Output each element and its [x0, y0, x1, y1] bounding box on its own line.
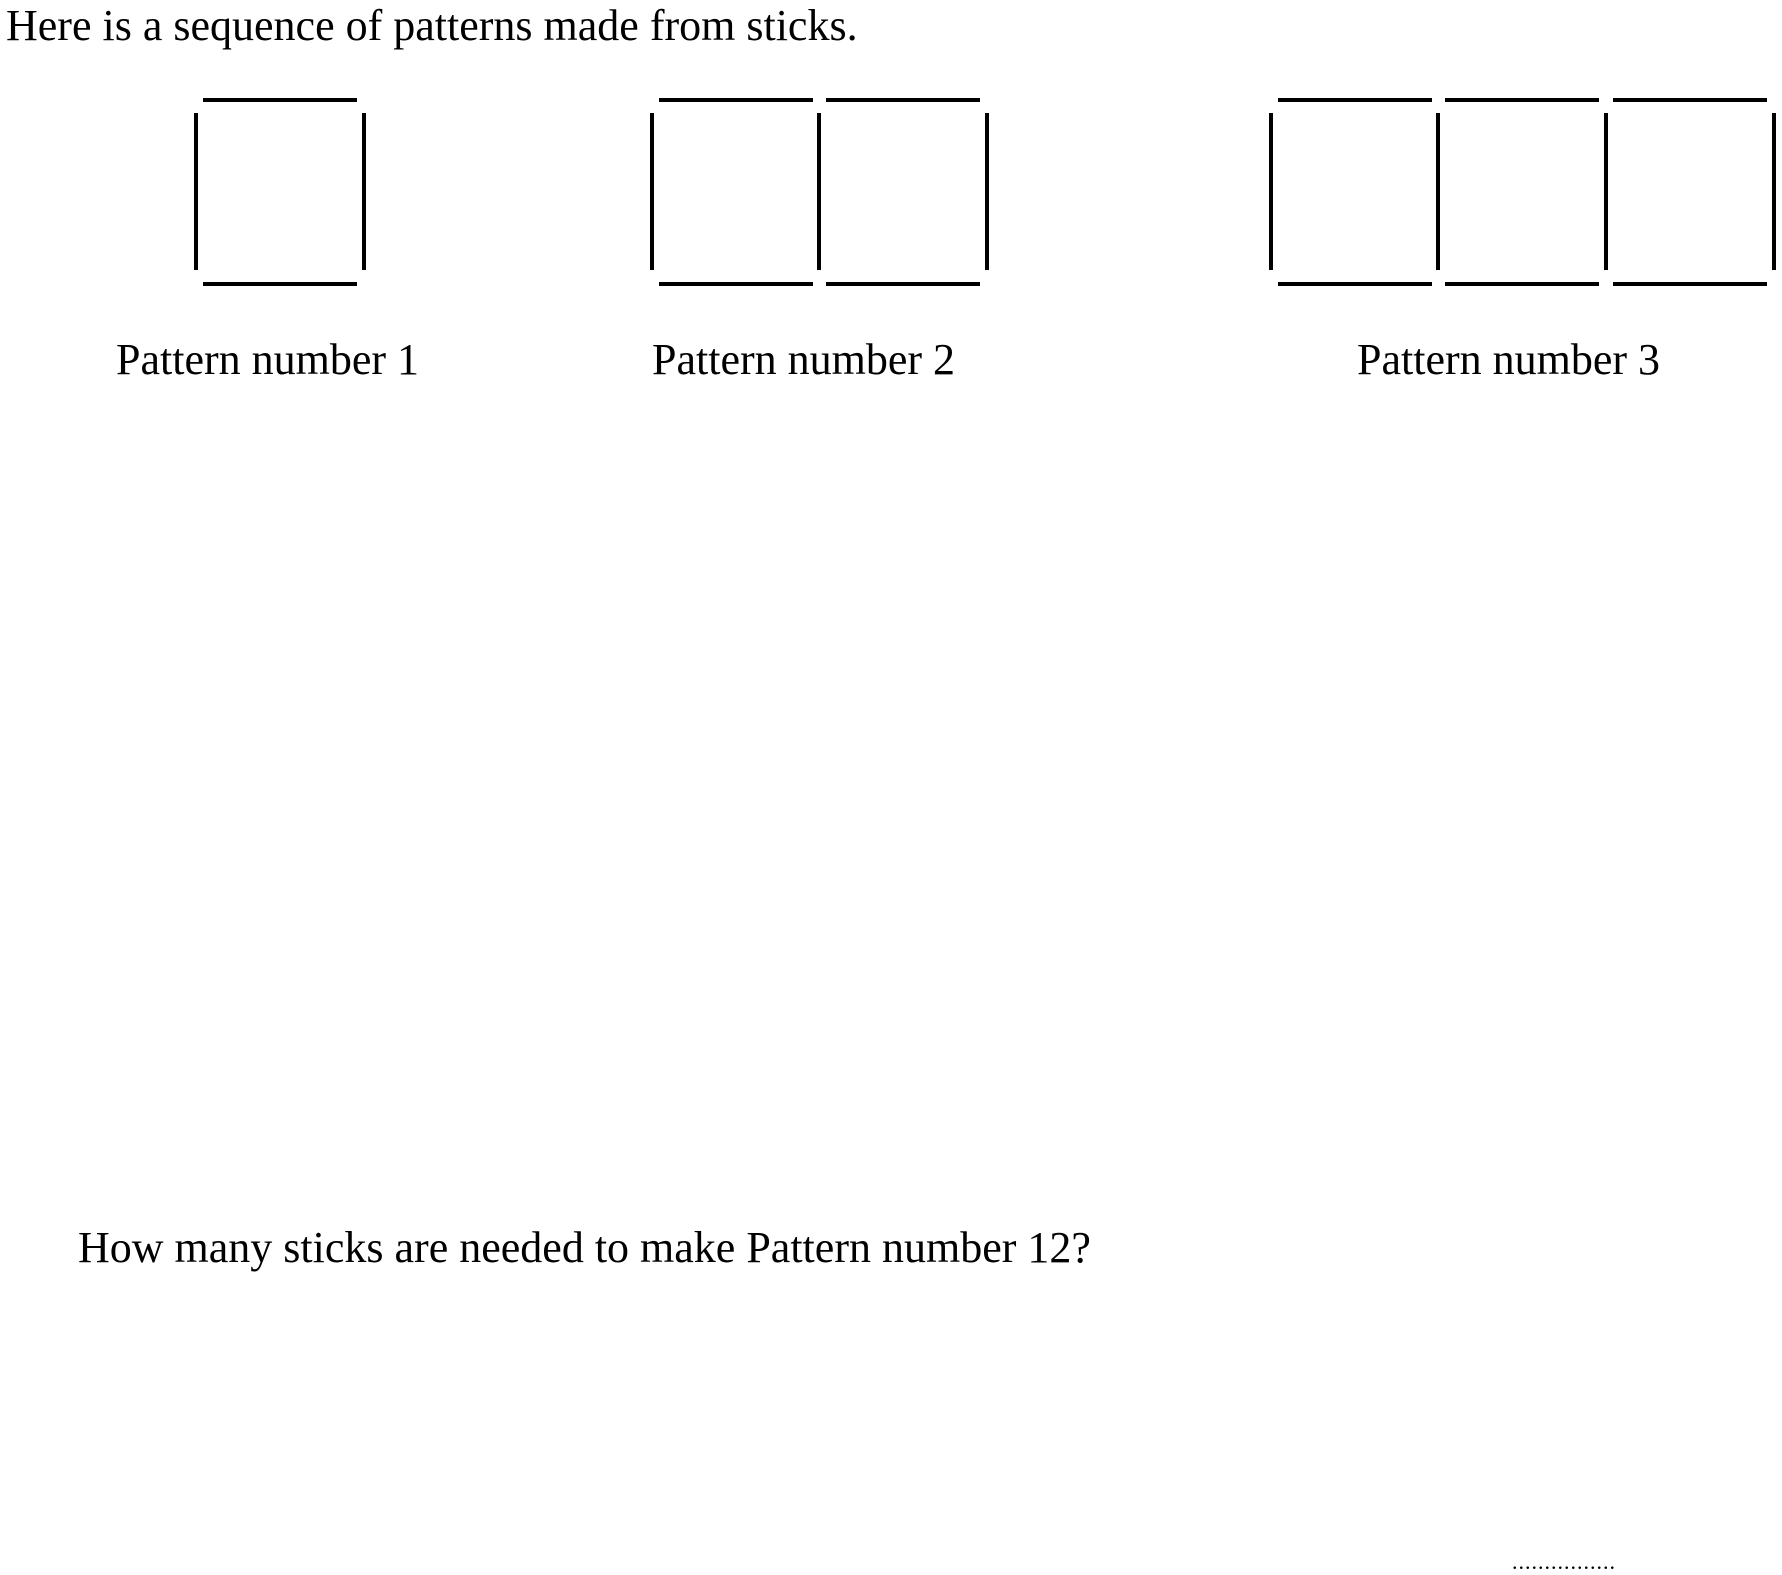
stick-patterns-figure	[0, 0, 1782, 320]
pattern-2-sticks	[652, 100, 987, 284]
pattern-3-label: Pattern number 3	[1357, 335, 1661, 384]
question-text: How many sticks are needed to make Pattern number 12?	[78, 1223, 1091, 1272]
pattern-1-label: Pattern number 1	[116, 335, 420, 384]
answer-line[interactable]: ................	[1512, 1549, 1616, 1574]
intro-text: Here is a sequence of patterns made from sticks.	[6, 1, 858, 50]
pattern-1-sticks	[196, 100, 364, 284]
pattern-2-label: Pattern number 2	[652, 335, 956, 384]
pattern-3-sticks	[1271, 100, 1774, 284]
